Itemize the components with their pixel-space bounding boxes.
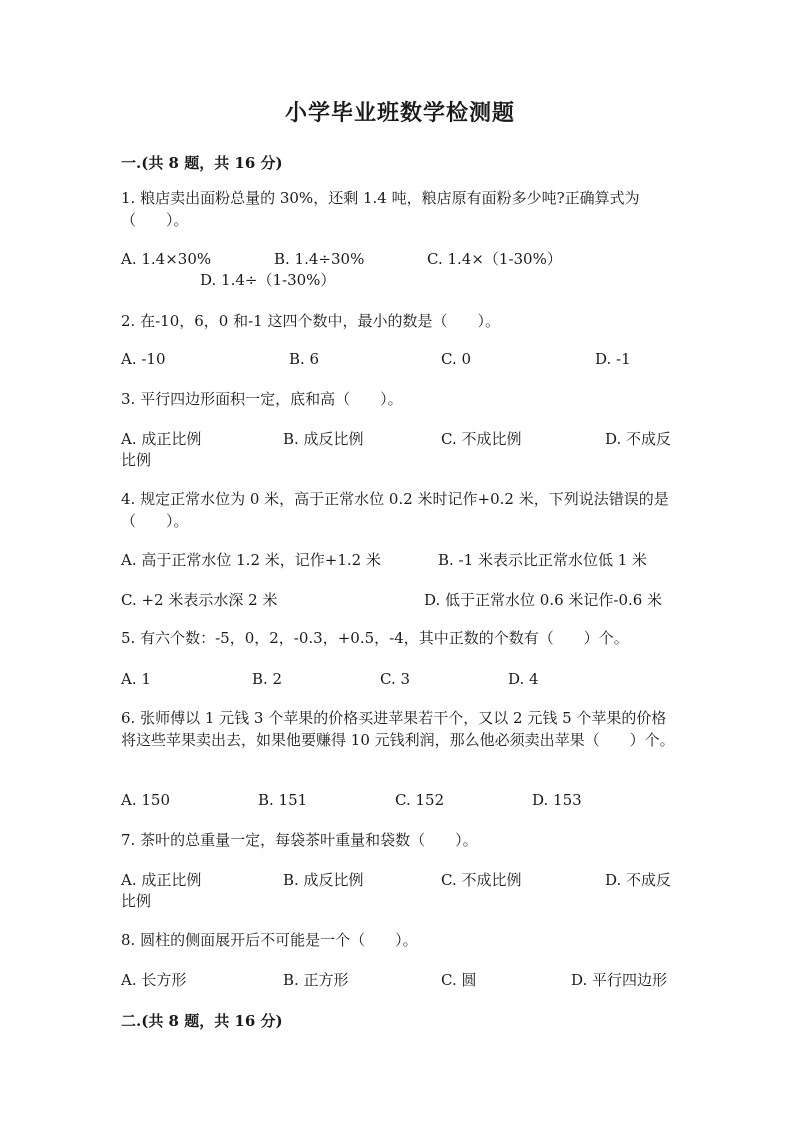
option-c[interactable]: C. 0	[441, 350, 472, 368]
option-b[interactable]: B. 正方形	[283, 971, 349, 989]
option-a[interactable]: A. -10	[121, 350, 166, 368]
question-4-options	[121, 549, 681, 593]
option-a[interactable]: A. 长方形	[121, 971, 187, 989]
question-6-options	[121, 789, 681, 833]
section-heading-2: 二.(共 8 题，共 16 分)	[121, 1012, 283, 1030]
question-3-options	[121, 428, 681, 472]
option-c[interactable]: C. 1.4×（1-30%）	[427, 250, 562, 268]
option-b[interactable]: B. 6	[289, 350, 320, 368]
option-c[interactable]: C. +2 米表示水深 2 米	[121, 591, 278, 609]
option-d-continued: 比例	[121, 892, 152, 910]
option-b[interactable]: B. 成反比例	[283, 871, 364, 889]
section-heading-1: 一.(共 8 题，共 16 分)	[121, 154, 283, 172]
option-a[interactable]: A. 高于正常水位 1.2 米，记作+1.2 米	[121, 551, 381, 569]
option-a[interactable]: A. 150	[121, 791, 170, 809]
option-c[interactable]: C. 圆	[441, 971, 477, 989]
option-b[interactable]: B. 2	[252, 670, 283, 688]
option-d-continued: 比例	[121, 451, 152, 469]
question-8: 8. 圆柱的侧面展开后不可能是一个（ ）。	[121, 931, 418, 949]
question-4: 4. 规定正常水位为 0 米，高于正常水位 0.2 米时记作+0.2 米，下列说法错误的是（ ）。	[121, 490, 669, 530]
option-d[interactable]: D. 153	[532, 791, 582, 809]
option-d[interactable]: D. 1.4÷（1-30%）	[200, 271, 336, 289]
question-7: 7. 茶叶的总重量一定，每袋茶叶重量和袋数（ ）。	[121, 831, 478, 849]
question-1-options	[121, 248, 681, 292]
question-2-options	[121, 348, 681, 392]
option-d[interactable]: D. 不成反	[605, 430, 672, 448]
question-6: 6. 张师傅以 1 元钱 3 个苹果的价格买进苹果若干个，又以 2 元钱 5 个苹果的价格将这些苹果卖出去，如果他要赚得 10 元钱利润，那么他必须卖出苹果（ ）个。	[121, 709, 675, 749]
page-title: 小学毕业班数学检测题	[284, 100, 515, 126]
option-b[interactable]: B. 成反比例	[283, 430, 364, 448]
option-d[interactable]: D. 不成反	[605, 871, 672, 889]
option-d[interactable]: D. 平行四边形	[571, 971, 668, 989]
option-d[interactable]: D. -1	[595, 350, 631, 368]
option-a[interactable]: A. 成正比例	[121, 871, 202, 889]
option-d[interactable]: D. 低于正常水位 0.6 米记作-0.6 米	[424, 591, 663, 609]
question-2: 2. 在-10，6，0 和-1 这四个数中，最小的数是（ ）。	[121, 312, 500, 330]
option-b[interactable]: B. 1.4÷30%	[274, 250, 365, 268]
question-3: 3. 平行四边形面积一定，底和高（ ）。	[121, 390, 403, 408]
option-a[interactable]: A. 1.4×30%	[121, 250, 212, 268]
option-c[interactable]: C. 不成比例	[441, 430, 522, 448]
option-a[interactable]: A. 1	[121, 670, 151, 688]
question-7-options	[121, 869, 681, 913]
question-1: 1. 粮店卖出面粉总量的 30%，还剩 1.4 吨，粮店原有面粉多少吨?正确算式为（ ）。	[121, 189, 640, 229]
option-d[interactable]: D. 4	[508, 670, 539, 688]
option-c[interactable]: C. 不成比例	[441, 871, 522, 889]
option-b[interactable]: B. -1 米表示比正常水位低 1 米	[438, 551, 648, 569]
question-5-options	[121, 668, 681, 712]
option-c[interactable]: C. 3	[380, 670, 411, 688]
option-a[interactable]: A. 成正比例	[121, 430, 202, 448]
question-8-options	[121, 969, 681, 1013]
option-b[interactable]: B. 151	[258, 791, 308, 809]
option-c[interactable]: C. 152	[395, 791, 445, 809]
question-5: 5. 有六个数：-5，0，2，-0.3，+0.5，-4，其中正数的个数有（ ）个。	[121, 629, 629, 647]
